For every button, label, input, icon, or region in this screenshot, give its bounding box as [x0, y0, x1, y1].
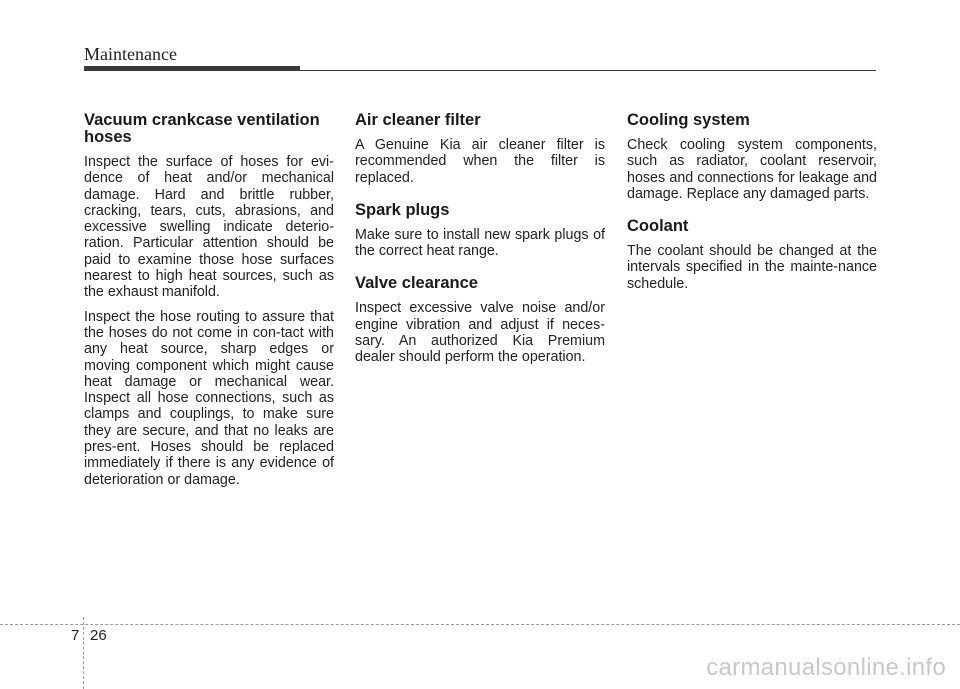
section-heading: Cooling system [627, 111, 750, 129]
column-right [627, 112, 877, 300]
section-heading: Vacuum crankcase ventilation hoses [84, 111, 320, 146]
body-paragraph: Make sure to install new spark plugs of the correct heat range. [355, 226, 605, 260]
footer-divider [0, 624, 960, 625]
body-paragraph: Inspect the surface of hoses for evi-dence of heat and/or mechanical damage. Hard and brittle rubber, cracking, tears, cuts, abrasions, and excessive swelling indicate deterio-ration. Particular attention should be paid to examine those hose surfaces nearest to high heat sources, such as the exhaust manifold. [84, 154, 334, 301]
section-heading: Spark plugs [355, 200, 450, 219]
header-rule-thin [300, 70, 876, 72]
page-number: 26 [90, 627, 107, 644]
column-left [84, 112, 334, 496]
body-paragraph: The coolant should be changed at the intervals specified in the mainte-nance schedule. [627, 243, 877, 292]
body-paragraph: A Genuine Kia air cleaner filter is recommended when the filter is replaced. [355, 137, 605, 186]
footer-vertical-divider [83, 617, 84, 689]
body-paragraph: Check cooling system components, such as radiator, coolant reservoir, hoses and connections for leakage and damage. Replace any damaged parts. [627, 137, 877, 202]
column-middle [355, 112, 605, 374]
chapter-number: 7 [71, 627, 80, 644]
header-title: Maintenance [84, 44, 177, 64]
body-paragraph: Inspect the hose routing to assure that the hoses do not come in con-tact with any heat source, sharp edges or moving component which might cause heat damage or mechanical wear. Inspect all hose connections, such as clamps and couplings, to make sure they are secure, and that no leaks are pres-ent. Hoses should be replaced immediately if there is any evidence of deterioration or damage. [84, 308, 334, 488]
watermark: carmanualsonline.info [706, 654, 946, 681]
section-heading: Valve clearance [355, 274, 478, 293]
body-paragraph: Inspect excessive valve noise and/or engine vibration and adjust if neces-sary. An authorized Kia Premium dealer should perform the operation. [355, 300, 605, 366]
section-heading: Coolant [627, 217, 689, 236]
section-heading: Air cleaner filter [355, 111, 481, 129]
header-rule-thick [84, 66, 300, 71]
